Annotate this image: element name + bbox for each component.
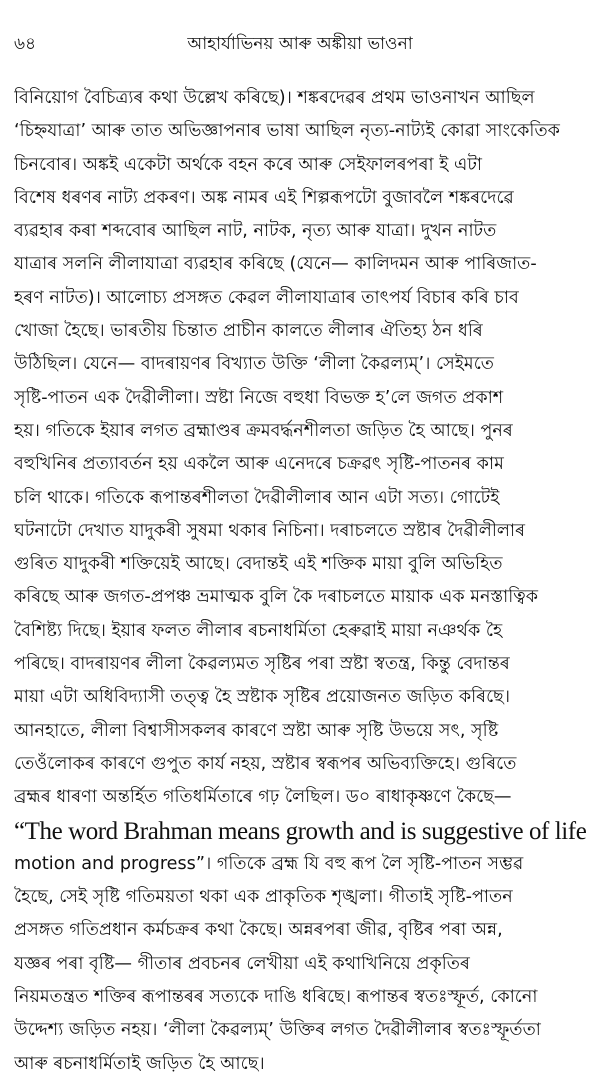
text-line: সৃষ্টি-পাতন এক দৈৱীলীলা। স্ৰষ্টা নিজে বহুধা বিভক্ত হ’লে জগত প্ৰকাশ	[14, 387, 504, 408]
text-line: বৈশিষ্ট্য দিছে। ইয়াৰ ফলত লীলাৰ ৰচনাধৰ্মিতা হেৰুৱাই মায়া নঞৰ্থক হৈ	[14, 620, 503, 641]
text-line: উঠিছিল। যেনে— বাদৰায়ণৰ বিখ্যাত উক্তি ‘লীলা কৈৱল্যম্’। সেইমতে	[14, 354, 494, 375]
text-line-last: আৰু ৰচনাধৰ্মিতাই জড়িত হৈ আছে।	[14, 1053, 265, 1074]
text-line: চিনবোৰ। অঙ্কই একেটা অৰ্থকে বহন কৰে আৰু সেইফালৰপৰা ই এটা	[14, 154, 483, 175]
text-line: motion and progress”। গতিকে ব্ৰহ্ম যি বহু ৰূপ লৈ সৃষ্টি-পাতন সম্ভৱ	[14, 853, 524, 874]
text-line: যাত্ৰাৰ সলনি লীলাযাত্ৰা ব্যৱহাৰ কৰিছে (যেনে— কালিদমন আৰু পাৰিজাত-	[14, 254, 537, 275]
text-line: কৰিছে আৰু জগত-প্ৰপঞ্চ ভ্ৰমাত্মক বুলি কৈ দৰাচলতে মায়াক এক মনস্তাত্বিক	[14, 587, 539, 608]
text-line: গুৰিত যাদুকৰী শক্তিয়েই আছে। বেদান্তই এই শক্তিক মায়া বুলি অভিহিত	[14, 554, 503, 575]
body-text	[14, 82, 586, 1081]
text-line: প্ৰসঙ্গত গতিপ্ৰধান কৰ্মচক্ৰৰ কথা কৈছে। অন্নৰপৰা জীৱ, বৃষ্টিৰ পৰা অন্ন,	[14, 920, 503, 941]
text-line: ‘চিহ্নযাত্ৰা’ আৰু তাত অভিজ্ঞাপনাৰ ভাষা আছিল নৃত্য-নাট্যই কোৱা সাংকেতিক	[14, 121, 560, 142]
english-quote-line: “The word Brahman means growth and is suggestive of life	[14, 817, 586, 845]
page-number: ৬৪	[14, 34, 37, 54]
text-line: চলি থাকে। গতিকে ৰূপান্তৰশীলতা দৈৱীলীলাৰ আন এটা সত্য। গোটেই	[14, 487, 500, 508]
text-line: হয়। গতিকে ইয়াৰ লগত ব্ৰহ্মাণ্ডৰ ক্ৰমবৰ্দ্ধনশীলতা জড়িত হৈ আছে। পুনৰ	[14, 420, 513, 441]
text-line: হৈছে, সেই সৃষ্টি গতিময়তা থকা এক প্ৰাকৃতিক শৃঙ্খলা। গীতাই সৃষ্টি-পাতন	[14, 887, 513, 908]
text-line: ঘটনাটো দেখাত যাদুকৰী সুষমা থকাৰ নিচিনা। দৰাচলতে স্ৰষ্টাৰ দৈৱীলীলাৰ	[14, 520, 526, 541]
text-line: খোজা হৈছে। ভাৰতীয় চিন্তাত প্ৰাচীন কালতে লীলাৰ ঐতিহ্য ঠন ধৰি	[14, 321, 483, 342]
text-line: নিয়মতন্ত্ৰত শক্তিৰ ৰূপান্তৰৰ সত্যকে দাঙি ধৰিছে। ৰূপান্তৰ স্বতঃস্ফূৰ্ত, কোনো	[14, 987, 538, 1008]
text-line: বিনিয়োগ বৈচিত্ৰ্যৰ কথা উল্লেখ কৰিছে)। শঙ্কৰদেৱৰ প্ৰথম ভাওনাখন আছিল	[14, 88, 535, 108]
running-head	[14, 30, 586, 58]
text-line: যজ্ঞৰ পৰা বৃষ্টি— গীতাৰ প্ৰবচনৰ লেখীয়া এই কথাখিনিয়ে প্ৰকৃতিৰ	[14, 953, 470, 974]
text-line: তেওঁলোকৰ কাৰণে গুপুত কাৰ্য নহয়, স্ৰষ্টাৰ স্বৰূপৰ অভিব্যক্তিহে। গুৰিতে	[14, 753, 517, 774]
text-line: উদ্দেশ্য জড়িত নহয়। ‘লীলা কৈৱল্যম্’ উক্তিৰ লগত দৈৱীলীলাৰ স্বতঃস্ফূৰ্ততা	[14, 1020, 541, 1041]
text-line: মায়া এটা অধিবিদ্যাসী তত্ত্ব হৈ স্ৰষ্টাক সৃষ্টিৰ প্ৰয়োজনত জড়িত কৰিছে।	[14, 687, 511, 708]
text-line: ব্ৰহ্মৰ ধাৰণা অন্তৰ্হিত গতিধৰ্মিতাৰে গঢ় লৈছিল। ড০ ৰাধাকৃষ্ণণে কৈছে—	[14, 787, 512, 808]
text-line: হৰণ নাটত)। আলোচ্য প্ৰসঙ্গত কেৱল লীলাযাত্ৰাৰ তাৎপৰ্য বিচাৰ কৰি চাব	[14, 287, 519, 308]
text-line: আনহাতে, লীলা বিশ্বাসীসকলৰ কাৰণে স্ৰষ্টা আৰু সৃষ্টি উভয়ে সৎ, সৃষ্টি	[14, 720, 499, 741]
text-line: ব্যৱহাৰ কৰা শব্দবোৰ আছিল নাট, নাটক, নৃত্য আৰু যাত্ৰা। দুখন নাটত	[14, 221, 497, 242]
text-line: বিশেষ ধৰণৰ নাট্য প্ৰকৰণ। অঙ্ক নামৰ এই শিল্পৰূপটো বুজাবলৈ শঙ্কৰদেৱে	[14, 187, 514, 208]
running-title: আহাৰ্যাভিনয় আৰু অঙ্কীয়া ভাওনা	[187, 34, 413, 54]
text-line: বহুখিনিৰ প্ৰত্যাবৰ্তন হয় একলৈ আৰু এনেদৰে চক্ৰৱৎ সৃষ্টি-পাতনৰ কাম	[14, 454, 504, 475]
text-line: পৰিছে। বাদৰায়ণৰ লীলা কৈৱল্যমত সৃষ্টিৰ পৰা স্ৰষ্টা স্বতন্ত্ৰ, কিন্তু বেদান্তৰ	[14, 654, 510, 675]
